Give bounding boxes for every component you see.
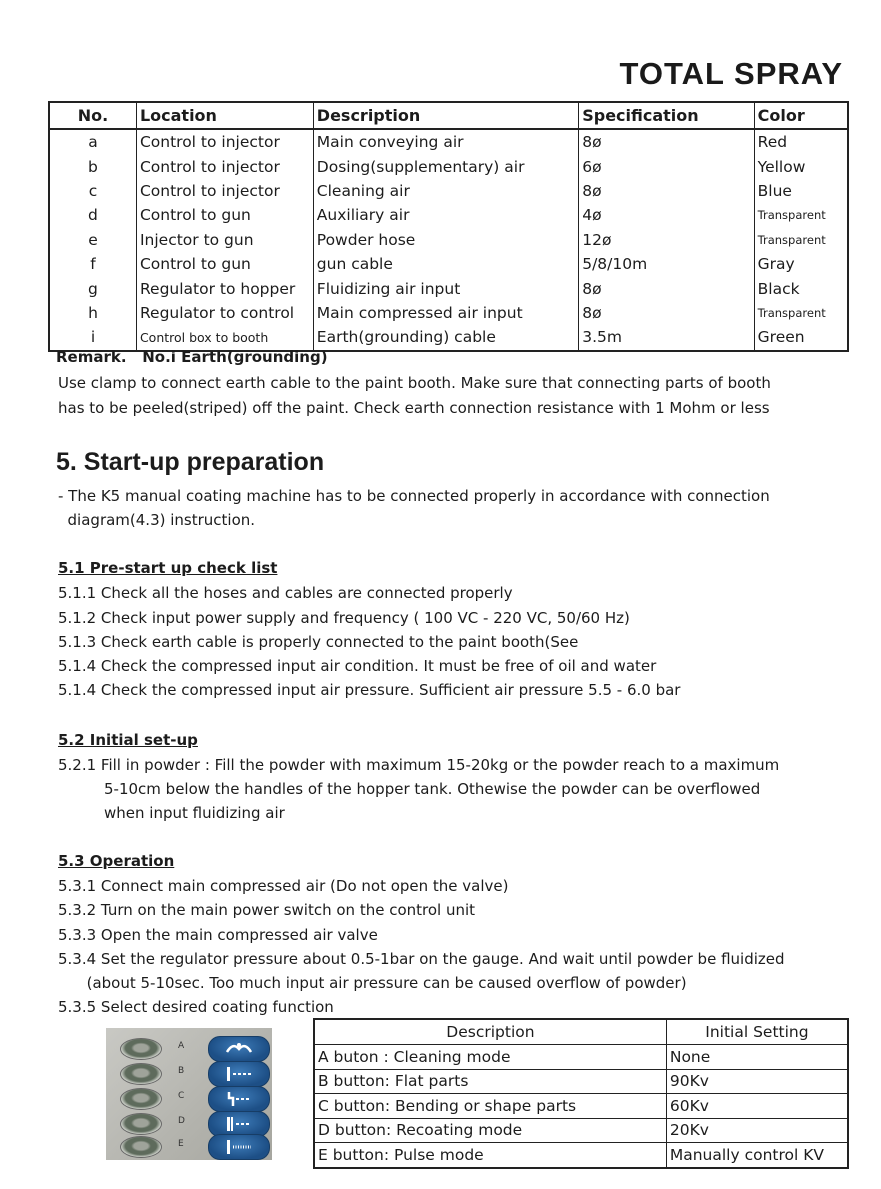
cleaning-mode-button[interactable]: [208, 1036, 270, 1062]
list-item: 5.3.1 Connect main compressed air (Do not open the valve): [58, 877, 509, 895]
cell-location: Regulator to control: [136, 301, 313, 325]
cell-location: Control box to booth: [136, 325, 313, 350]
cell-setting: None: [666, 1045, 848, 1070]
cell-location: Control to gun: [136, 203, 313, 227]
cell-no: d: [49, 203, 136, 227]
pulse-icon: [223, 1138, 255, 1156]
panel-row-b: [116, 1061, 266, 1085]
panel-label: E: [178, 1139, 184, 1149]
indicator-lamp: [120, 1063, 162, 1085]
cell-specification: 8ø: [579, 129, 754, 154]
panel-row-a: [116, 1036, 266, 1060]
cell-description: Auxiliary air: [313, 203, 578, 227]
cell-specification: 8ø: [579, 276, 754, 300]
cell-specification: 3.5m: [579, 325, 754, 350]
cell-setting: Manually control KV: [666, 1143, 848, 1168]
header-description: Description: [313, 102, 578, 129]
panel-row-e: [116, 1134, 266, 1158]
remark-line-2: has to be peeled(striped) off the paint. Check earth connection resistance with 1 Mohm or less: [58, 399, 770, 417]
section-title-startup: 5. Start-up preparation: [56, 448, 325, 476]
cell-no: i: [49, 325, 136, 350]
cell-specification: 12ø: [579, 228, 754, 252]
cell-description: E button: Pulse mode: [314, 1143, 666, 1168]
cell-specification: 4ø: [579, 203, 754, 227]
list-item: 5.2.1 Fill in powder : Fill the powder with maximum 15-20kg or the powder reach to a maximum: [58, 756, 780, 774]
header-description: Description: [314, 1019, 666, 1045]
cell-location: Control to injector: [136, 129, 313, 154]
settings-table-header: [314, 1019, 848, 1045]
cell-location: Control to injector: [136, 179, 313, 203]
cell-specification: 6ø: [579, 154, 754, 178]
table-row: [314, 1069, 848, 1094]
cell-specification: 8ø: [579, 301, 754, 325]
panel-label: C: [178, 1091, 185, 1101]
cell-color: Gray: [754, 252, 848, 276]
cell-color: Red: [754, 129, 848, 154]
connection-table: [48, 101, 849, 352]
cell-no: a: [49, 129, 136, 154]
shape-parts-icon: [223, 1090, 255, 1108]
panel-label: D: [178, 1116, 185, 1126]
cell-location: Injector to gun: [136, 228, 313, 252]
indicator-lamp: [120, 1038, 162, 1060]
cell-description: Main conveying air: [313, 129, 578, 154]
cell-color: Black: [754, 276, 848, 300]
header-specification: Specification: [579, 102, 754, 129]
initial-settings-table: [313, 1018, 849, 1169]
flat-parts-icon: [223, 1065, 255, 1083]
section5-intro-2: diagram(4.3) instruction.: [58, 511, 256, 529]
panel-label: B: [178, 1066, 185, 1076]
cell-specification: 8ø: [579, 179, 754, 203]
table-row: [49, 203, 848, 227]
table-row: [314, 1118, 848, 1143]
list-item-continuation: 5-10cm below the handles of the hopper tank. Othewise the powder can be overflowed: [104, 780, 761, 798]
remark-line-1: Use clamp to connect earth cable to the paint booth. Make sure that connecting parts of booth: [58, 374, 771, 392]
flat-parts-button[interactable]: [208, 1061, 270, 1087]
cell-setting: 60Kv: [666, 1094, 848, 1119]
cell-setting: 20Kv: [666, 1118, 848, 1143]
cell-setting: 90Kv: [666, 1069, 848, 1094]
remark-title: Remark. No.i Earth(grounding): [56, 348, 328, 366]
recoating-icon: [223, 1115, 255, 1133]
cell-color: Transparent: [754, 301, 848, 325]
cell-description: Main compressed air input: [313, 301, 578, 325]
panel-row-c: [116, 1086, 266, 1110]
list-item: 5.1.3 Check earth cable is properly connected to the paint booth(See: [58, 633, 579, 651]
header-no: No.: [49, 102, 136, 129]
cell-no: c: [49, 179, 136, 203]
cell-no: f: [49, 252, 136, 276]
list-item-continuation: when input fluidizing air: [104, 804, 285, 822]
cell-description: D button: Recoating mode: [314, 1118, 666, 1143]
cell-description: B button: Flat parts: [314, 1069, 666, 1094]
table-row: [49, 179, 848, 203]
section5-intro-1: - The K5 manual coating machine has to be connected properly in accordance with connection: [58, 487, 770, 505]
table-row: [49, 276, 848, 300]
cell-color: Transparent: [754, 203, 848, 227]
table-row: [314, 1045, 848, 1070]
table-row: [49, 228, 848, 252]
cell-description: C button: Bending or shape parts: [314, 1094, 666, 1119]
cell-no: e: [49, 228, 136, 252]
indicator-lamp: [120, 1113, 162, 1135]
list-item: 5.3.3 Open the main compressed air valve: [58, 926, 378, 944]
cell-description: Fluidizing air input: [313, 276, 578, 300]
indicator-lamp: [120, 1136, 162, 1158]
cell-color: Blue: [754, 179, 848, 203]
subsection-title-5-1: 5.1 Pre-start up check list: [58, 559, 278, 577]
cell-color: Yellow: [754, 154, 848, 178]
list-item: 5.3.4 Set the regulator pressure about 0.5-1bar on the gauge. And wait until powder be fluidized: [58, 950, 785, 968]
table-row: [49, 129, 848, 154]
brand-logo: TOTAL SPRAY: [619, 56, 843, 91]
table-row: [49, 301, 848, 325]
cell-description: Earth(grounding) cable: [313, 325, 578, 350]
panel-row-d: [116, 1111, 266, 1135]
cleaning-icon: [223, 1040, 255, 1058]
cell-color: Green: [754, 325, 848, 350]
cell-color: Transparent: [754, 228, 848, 252]
subsection-title-5-2: 5.2 Initial set-up: [58, 731, 198, 749]
cell-location: Control to injector: [136, 154, 313, 178]
shape-parts-button[interactable]: [208, 1086, 270, 1112]
list-item: 5.1.4 Check the compressed input air pressure. Sufficient air pressure 5.5 - 6.0 bar: [58, 681, 681, 699]
list-item-continuation: (about 5-10sec. Too much input air pressure can be caused overflow of powder): [58, 974, 687, 992]
header-location: Location: [136, 102, 313, 129]
list-item: 5.1.4 Check the compressed input air condition. It must be free of oil and water: [58, 657, 657, 675]
header-color: Color: [754, 102, 848, 129]
subsection-title-5-3: 5.3 Operation: [58, 852, 175, 870]
connection-table-header: [49, 102, 848, 129]
cell-description: Cleaning air: [313, 179, 578, 203]
list-item: 5.1.1 Check all the hoses and cables are connected properly: [58, 584, 513, 602]
list-item: 5.3.2 Turn on the main power switch on the control unit: [58, 901, 476, 919]
cell-description: Dosing(supplementary) air: [313, 154, 578, 178]
list-item: 5.1.2 Check input power supply and frequency ( 100 VC - 220 VC, 50/60 Hz): [58, 609, 630, 627]
cell-location: Control to gun: [136, 252, 313, 276]
cell-description: A buton : Cleaning mode: [314, 1045, 666, 1070]
cell-description: gun cable: [313, 252, 578, 276]
list-item: 5.3.5 Select desired coating function: [58, 998, 334, 1016]
cell-description: Powder hose: [313, 228, 578, 252]
table-row: [314, 1094, 848, 1119]
panel-label: A: [178, 1041, 185, 1051]
table-row: [314, 1143, 848, 1168]
control-panel-photo: [106, 1028, 272, 1160]
cell-no: h: [49, 301, 136, 325]
cell-no: g: [49, 276, 136, 300]
cell-no: b: [49, 154, 136, 178]
table-row: [49, 154, 848, 178]
table-row: [49, 325, 848, 350]
indicator-lamp: [120, 1088, 162, 1110]
cell-specification: 5/8/10m: [579, 252, 754, 276]
table-row: [49, 252, 848, 276]
cell-location: Regulator to hopper: [136, 276, 313, 300]
header-initial-setting: Initial Setting: [666, 1019, 848, 1045]
pulse-mode-button[interactable]: [208, 1134, 270, 1160]
